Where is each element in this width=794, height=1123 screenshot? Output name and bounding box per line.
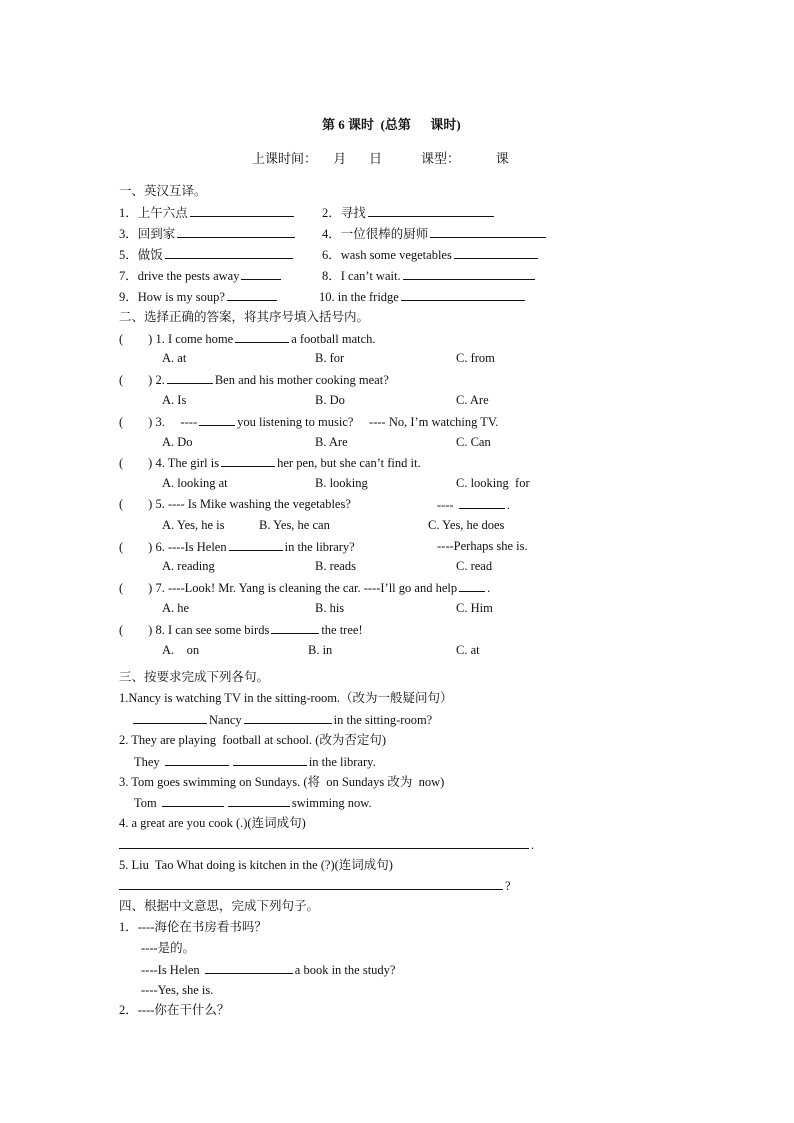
answer-blank[interactable] [401,288,525,301]
rewrite-answer-3 [134,794,372,811]
question-text: Ben and his mother cooking meat? [214,373,389,387]
item-8 [322,267,537,284]
item-7-text: 7．drive the pests away [119,269,240,283]
item-8-text: 8．I can’t wait. [322,269,401,283]
rewrite-question-2: 2. They are playing football at school. (改为否定句) [119,733,387,747]
item-3-text: 3．回到家 [119,227,176,241]
item-4-text: 4．一位很棒的厨师 [322,227,429,241]
option-c[interactable]: C. from [456,351,495,365]
rewrite-question-5: 5. Liu Tao What doing is kitchen in the (?)(连词成句) [119,858,393,872]
answer-blank[interactable] [165,246,293,259]
mc-question-4 [119,454,421,471]
option-c[interactable]: C. Can [456,435,491,449]
question-text: ( ) 8. I can see some birds [119,623,270,637]
answer-blank[interactable] [199,413,235,426]
rewrite-answer-2 [134,753,376,770]
option-a[interactable]: A. Is [162,393,187,407]
item-1 [119,204,296,221]
option-b[interactable]: B. reads [315,559,356,573]
question-text: . [487,581,491,595]
answer-text: Tom [134,796,157,810]
answer-blank[interactable] [190,204,294,217]
mc-question-5-reply [437,496,510,513]
item-6 [322,246,540,263]
answer-blank[interactable] [368,204,494,217]
answer-blank[interactable] [167,371,213,384]
rewrite-question-1: 1.Nancy is watching TV in the sitting-room.（改为一般疑问句） [119,691,453,705]
item-4 [322,225,548,242]
lesson-title: 第 6 课时 (总第 课时) [322,117,461,132]
option-b[interactable]: B. for [315,351,345,365]
answer-text: ? [505,879,511,893]
option-a[interactable]: A. Do [162,435,193,449]
answer-blank[interactable] [205,961,293,974]
translate-answer-1 [141,961,395,978]
answer-text: They [134,755,160,769]
question-text: you listening to music? ---- No, I’m watching TV. [237,415,499,429]
option-c[interactable]: C. read [456,559,493,573]
question-text: ( ) 3. ---- [119,415,198,429]
translate-line: ----Yes, she is. [141,983,214,997]
question-text: the tree! [321,623,363,637]
answer-blank[interactable] [235,330,289,343]
option-a[interactable]: A. he [162,601,190,615]
answer-blank[interactable] [430,225,546,238]
section-4-heading: 四、根据中文意思，完成下列句子。 [119,899,320,913]
section-3-heading: 三、按要求完成下列各句。 [119,670,270,684]
answer-text: ----Is Helen [141,963,200,977]
question-text: ( ) 1. I come home [119,332,234,346]
item-3 [119,225,297,242]
option-c[interactable]: C. Him [456,601,493,615]
answer-blank[interactable] [133,711,207,724]
item-6-text: 6．wash some vegetables [322,248,452,262]
mc-question-6 [119,538,355,555]
item-9-text: 9．How is my soup? [119,290,225,304]
question-text: a football match. [291,332,376,346]
option-a[interactable]: A. at [162,351,187,365]
rewrite-answer-5 [119,877,511,894]
answer-line[interactable] [119,877,503,890]
mc-question-2 [119,371,389,388]
mc-question-8 [119,621,363,638]
rewrite-question-4: 4. a great are you cook (.)(连词成句) [119,816,306,830]
option-b[interactable]: B. in [308,643,333,657]
option-b[interactable]: B. his [315,601,345,615]
answer-blank[interactable] [244,711,332,724]
option-b[interactable]: B. Are [315,435,348,449]
answer-line[interactable] [119,836,529,849]
rewrite-answer-4 [119,836,534,853]
item-5 [119,246,295,263]
answer-blank[interactable] [221,454,275,467]
item-5-text: 5．做饭 [119,248,163,262]
option-a[interactable]: A. on [162,643,200,657]
answer-blank[interactable] [459,496,505,509]
option-b[interactable]: B. Yes, he can [259,518,330,532]
mc-question-5: ( ) 5. ---- Is Mike washing the vegetables? [119,497,351,511]
answer-blank[interactable] [454,246,538,259]
translate-question-1: 1．----海伦在书房看书吗？ [119,920,267,934]
answer-blank[interactable] [271,621,319,634]
option-a[interactable]: A. reading [162,559,215,573]
rewrite-question-3: 3. Tom goes swimming on Sundays. (将 on Sundays 改为 now) [119,775,445,789]
mc-question-7 [119,579,490,596]
item-9 [119,288,279,305]
answer-blank[interactable] [233,753,307,766]
section-1-heading: 一、英汉互译。 [119,184,207,198]
mc-question-6-reply: ----Perhaps she is. [437,539,528,553]
mc-question-1 [119,330,376,347]
option-b[interactable]: B. Do [315,393,345,407]
item-10 [319,288,527,305]
answer-blank[interactable] [227,288,277,301]
answer-text: in the sitting-room? [333,713,433,727]
answer-text: Nancy [209,713,242,727]
question-text: ---- [437,498,457,512]
answer-text: a book in the study? [294,963,396,977]
answer-blank[interactable] [403,267,535,280]
item-10-text: 10. in the fridge [319,290,399,304]
mc-question-3 [119,413,498,430]
answer-blank[interactable] [162,794,224,807]
answer-blank[interactable] [165,753,229,766]
answer-text: . [531,838,535,852]
question-text: ( ) 2. [119,373,165,387]
answer-blank[interactable] [459,579,485,592]
item-7 [119,267,283,284]
option-a[interactable]: A. Yes, he is [162,518,225,532]
answer-blank[interactable] [177,225,295,238]
question-text: . [506,498,510,512]
question-text: in the library? [284,540,355,554]
option-c[interactable]: C. Are [456,393,489,407]
question-text: ( ) 6. ----Is Helen [119,540,227,554]
option-c[interactable]: C. looking for [456,476,530,490]
option-c[interactable]: C. Yes, he does [428,518,505,532]
answer-text: in the library. [308,755,376,769]
section-2-heading: 二、选择正确的答案，将其序号填入括号内。 [119,310,370,324]
rewrite-answer-1 [131,711,432,728]
lesson-meta: 上课时间： 月 日 课型： 课 [252,151,509,166]
item-2 [322,204,496,221]
question-text: ( ) 7. ----Look! Mr. Yang is cleaning the car. ----I’ll go and help [119,581,458,595]
translate-question-2: 2．----你在干什么？ [119,1003,230,1017]
answer-blank[interactable] [241,267,281,280]
question-text: ( ) 4. The girl is [119,456,220,470]
item-1-text: 1．上午六点 [119,206,188,220]
option-b[interactable]: B. looking [315,476,368,490]
translate-line: ----是的。 [141,941,196,955]
answer-blank[interactable] [228,794,290,807]
option-a[interactable]: A. looking at [162,476,228,490]
answer-blank[interactable] [229,538,283,551]
item-2-text: 2．寻找 [322,206,366,220]
question-text: her pen, but she can’t find it. [277,456,421,470]
option-c[interactable]: C. at [456,643,480,657]
answer-text: swimming now. [291,796,372,810]
